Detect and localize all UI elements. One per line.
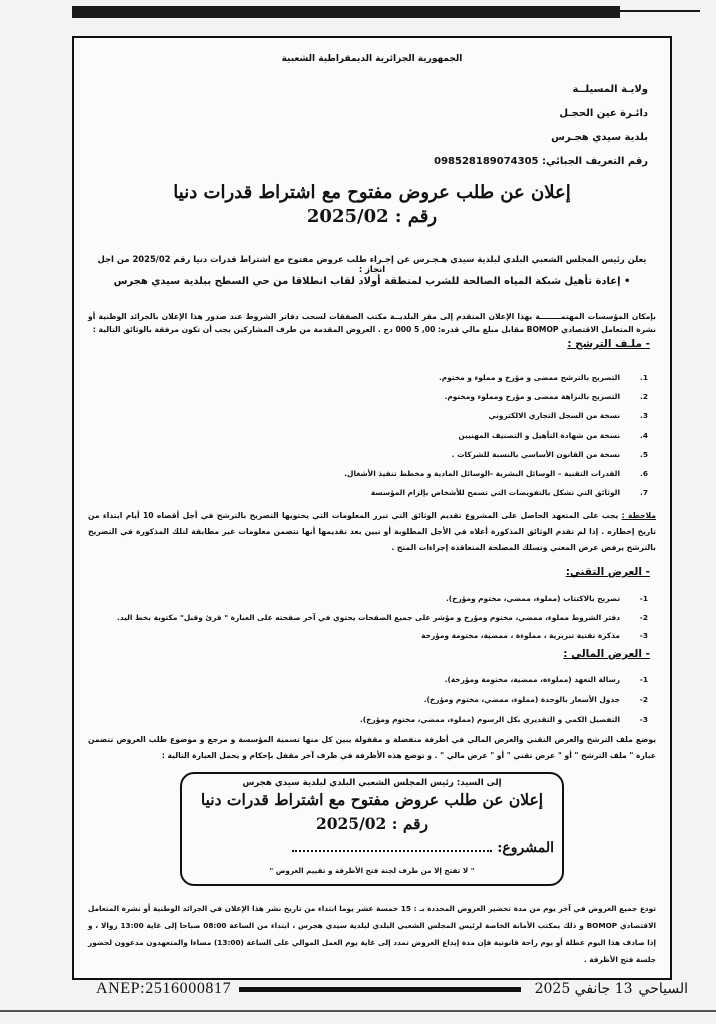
- envelope-warning: " لا تفتح إلا من طرف لجنة فتح الأظرفة و تقييم العروض ": [269, 866, 475, 875]
- wilaya-label: ولايـة المسيلــة: [572, 84, 648, 95]
- footer-rule: [239, 987, 520, 992]
- note-label: ملاحظة :: [621, 511, 657, 520]
- anep-reference: ANEP:2516000817: [96, 980, 232, 997]
- announcement-frame: [72, 36, 672, 980]
- daira-label: دائـرة عين الحجـل: [559, 108, 648, 119]
- note-text: يجب على المتعهد الحاصل على المشروع تقديم الوثائق التي تبرر المعلومات التي يحتويها التصريح بالترشح في أجل أقصاه 10 أيام ابتداء من تاريخ إخطاره . إذا لم تقدم الوثائق المذكورة أعلاه في الأجل المطلوبة أو تبين بعد تقديمها أنها تتضمن معلومات غير مطابقة لتلك المذكورة في التصريح بالترشح يرفض عرض المعني وتسلك المصلحة المتعاقدة إجراءات المنح .: [88, 511, 656, 552]
- commune-label: بلدية سيدي هجـرس: [551, 132, 648, 143]
- list-item: 2- جدول الأسعار بالوحدة (مملوء، ممضي، مختوم ومؤرخ).: [423, 695, 648, 704]
- list-item: 3. نسخة من السجل التجاري الالكتروني: [488, 411, 648, 421]
- envelope-title: إعلان عن طلب عروض مفتوح مع اشتراط قدرات دنيا: [200, 790, 544, 809]
- tax-id-label: رقم التعريف الجبائي: 098528189074305: [434, 156, 648, 167]
- envelope-addressee: إلى السيد: رئيس المجلس الشعبي البلدي لبلدية سيدي هجرس: [242, 778, 502, 788]
- technical-offer-title: - العرض التقني:: [565, 566, 650, 578]
- announcement-title: إعلان عن طلب عروض مفتوح مع اشتراط قدرات دنيا: [173, 182, 571, 203]
- list-item: 6. القدرات التقنية – الوسائل البشرية -الوسائل المادية و مخطط تنفيذ الأشغال.: [344, 469, 648, 479]
- list-item: 7. الوثائق التي تشكل بالتفويضات التي تسمح للأشخاص بإلزام المؤسسة: [370, 488, 648, 498]
- financial-offer-title: - العرض المالي :: [563, 648, 650, 660]
- list-item: 3- التفصيل الكمي و التقديري بكل الرسوم (مملوء، ممضي، مختوم ومؤرخ).: [359, 715, 648, 724]
- list-item: 1- تصريح بالاكتتاب (مملوء، ممضي، مختوم ومؤرخ).: [446, 594, 648, 603]
- administration-block: [434, 78, 648, 174]
- announcement-intro: يعلن رئيس المجلس الشعبي البلدي لبلدية سيدي هـجـرس عن إجـراء طلب عروض مفتوح مع اشتراط قدرات دنيا رقم 2025/02 من اجل انجاز :: [97, 254, 647, 274]
- envelope-box: [180, 772, 564, 886]
- deposit-paragraph: تودع جميع العروض في آخر يوم من مدة تحضير العروض المحددة بـ : 15 خمسة عشر يوما ابتداء من تاريخ نشر هذا الإعلان في الجرائد الوطنية أو نشرة المتعامل الاقتصادي BOMOP و ذلك بمكتب الأمانة الخاصة لرئيس المجلس الشعبي البلدي لبلدية سيدي هجرس ، ابتداء من الساعة 08:00 صباحا إلى غاية 13:00 زوالا ، و إذا صادف هذا اليوم عطلة أو يوم راحة قانونية فإن مدة إيداع العروض تمدد إلى غاية يوم العمل الموالي على الساعة (13:00) مساءا والمتعهدون مدعوون لحضور جلسة فتح الأظرفة .: [88, 904, 657, 964]
- invitation-paragraph: بإمكان المؤسسات المهتمــــــــة بهذا الإعلان المتقدم إلى مقر البلديــة مكتب الصفقات لسحب دفاتر الشروط عند صدور هذا الإعلان بالجرائد الوطنية أو نشرة المتعامل الاقتصادي BOMOP مقابل مبلغ مالي قدره: 00, 5 000 دج . العروض المقدمة من طرف المشاركين يجب أن تكون مرفقة بالوثائق التالية :: [88, 312, 656, 334]
- list-item: 3- مذكرة تقنية تبريرية ، مملوءة ، ممضية، مختومة ومؤرخة: [421, 631, 648, 640]
- technical-offer-list: [117, 590, 648, 646]
- list-item: 1. التصريح بالترشح ممضى و مؤرخ و مملوء و مختوم.: [438, 373, 648, 382]
- submission-paragraph: يوضع ملف الترشح والعرض التقني والعرض المالي في أظرفة منفصلة و مقفولة يبين كل منها تسمية المؤسسة و مرجع و موضوع طلب العروض تتضمن عبارة " ملف الترشح " أو " عرض تقني " أو " عرض مالي " . و توضع هذه الأظرفة في ظرف آخر مقفل بإحكام و يحمل العبارة التالية :: [88, 735, 656, 760]
- list-item: 2- دفتر الشروط مملوء، ممضي، مختوم ومؤرخ و مؤشر على جميع الصفحات يحتوي في آخر صفحته على العبارة " قرئ وقبل" مكتوبة بخط اليد.: [117, 612, 648, 622]
- announcement-number: رقم : 2025/02: [306, 206, 438, 227]
- envelope-number: رقم : 2025/02: [315, 814, 429, 833]
- envelope-project-label: المشروع:: [497, 840, 554, 856]
- top-scan-bar: [72, 6, 620, 18]
- top-scan-bar-thin: [620, 10, 700, 12]
- dossier-list: [344, 368, 648, 502]
- project-description: • إعادة تأهيل شبكة المياه الصالحة للشرب لمنطقة أولاد لقاب انطلاقا من حي السطح ببلدية سيدي هجرس: [113, 276, 631, 287]
- newspaper-name: السياحي: [638, 981, 688, 997]
- footer: [96, 977, 688, 1001]
- newspaper-stamp: [529, 981, 688, 997]
- envelope-dotted-line: [292, 850, 492, 852]
- financial-offer-list: [360, 670, 648, 730]
- republic-heading: الجمهورية الجزائرية الديمقراطية الشعبية: [281, 54, 463, 64]
- list-item: 1- رسالة التعهد (مملوءة، ممضية، مختومة ومؤرخة).: [444, 675, 648, 684]
- list-item: 2. التصريح بالنزاهة ممضى و مؤرخ ومملوء ومختوم.: [444, 392, 648, 402]
- list-item: 4. نسخة من شهادة التأهيل و التصنيف المهنيين: [458, 430, 648, 440]
- publication-date: 13 جانفي 2025: [534, 981, 633, 997]
- bottom-scan-bar: [0, 1010, 716, 1012]
- dossier-section-title: - ملـف الترشح :: [567, 338, 650, 350]
- list-item: 5. نسخة من القانون الأساسي بالنسبة للشركات .: [451, 449, 648, 459]
- note-paragraph: [88, 508, 656, 556]
